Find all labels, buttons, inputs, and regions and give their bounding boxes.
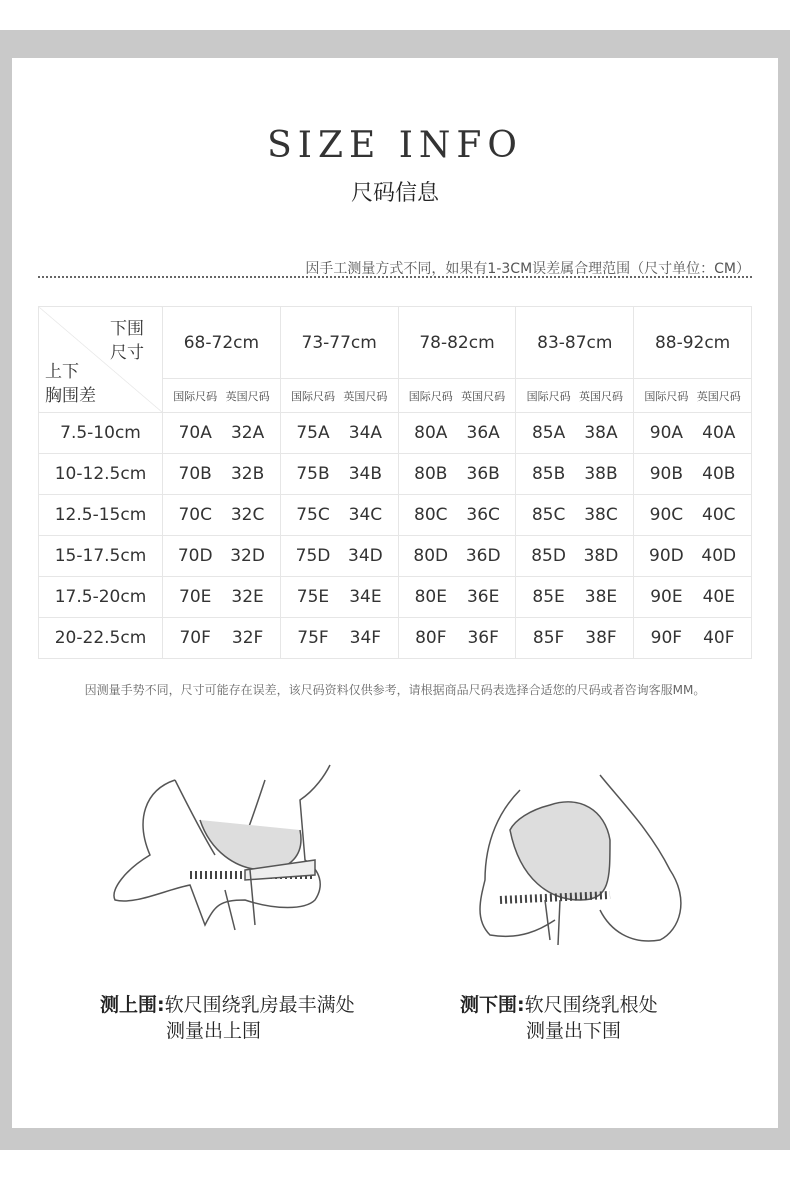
intl-size: 80E bbox=[414, 587, 447, 607]
under-bust-illustration bbox=[460, 760, 700, 970]
uk-size-label: 英国尺码 bbox=[461, 389, 506, 403]
corner-header bbox=[39, 307, 163, 413]
bust-difference: 20-22.5cm bbox=[39, 618, 163, 659]
caption-line: 软尺围绕乳根处 bbox=[524, 994, 658, 1016]
caption-label: 测上围: bbox=[100, 994, 165, 1016]
intl-size: 80C bbox=[414, 505, 448, 525]
size-cell bbox=[280, 577, 398, 618]
intl-size: 80F bbox=[415, 628, 447, 648]
underbust-header: 68-72cm bbox=[163, 307, 281, 379]
disclaimer-note: 因测量手势不同，尺寸可能存在误差，该尺码资料仅供参考，请根据商品尺码表选择合适您的尺码或者咨询客服MM。 bbox=[84, 683, 706, 697]
measurement-note: 因手工测量方式不同，如果有1-3CM误差属合理范围（尺寸单位：CM） bbox=[305, 261, 750, 277]
uk-size: 40A bbox=[702, 423, 736, 443]
size-cell bbox=[398, 618, 516, 659]
caption-under-bust bbox=[460, 992, 658, 1044]
bust-difference: 10-12.5cm bbox=[39, 454, 163, 495]
uk-size: 34E bbox=[349, 587, 382, 607]
table-row bbox=[39, 577, 752, 618]
intl-size: 70A bbox=[178, 423, 212, 443]
intl-size: 70E bbox=[179, 587, 212, 607]
page-title: SIZE INFO bbox=[267, 125, 523, 166]
caption-label: 测下围: bbox=[460, 994, 525, 1016]
intl-size: 85F bbox=[532, 628, 565, 648]
size-cell bbox=[398, 536, 516, 577]
underbust-header: 88-92cm bbox=[634, 307, 752, 379]
size-cell bbox=[163, 413, 281, 454]
size-cell bbox=[280, 495, 398, 536]
size-cell bbox=[634, 536, 752, 577]
intl-size: 75F bbox=[297, 628, 329, 648]
uk-size: 38A bbox=[584, 423, 618, 443]
uk-size: 36E bbox=[466, 587, 500, 607]
intl-size: 80B bbox=[414, 464, 448, 484]
bust-difference: 15-17.5cm bbox=[39, 536, 163, 577]
size-system-header bbox=[163, 379, 281, 413]
corner-bust-diff-label: 胸围差 bbox=[45, 386, 96, 406]
size-cell bbox=[634, 495, 752, 536]
uk-size: 34B bbox=[348, 464, 383, 484]
uk-size: 40C bbox=[702, 505, 736, 525]
intl-size: 85A bbox=[531, 423, 566, 443]
intl-size: 70D bbox=[177, 546, 213, 566]
size-cell bbox=[634, 454, 752, 495]
uk-size: 34D bbox=[348, 546, 383, 566]
uk-size-label: 英国尺码 bbox=[225, 389, 270, 403]
intl-size-label: 国际尺码 bbox=[173, 389, 218, 403]
size-system-header bbox=[516, 379, 634, 413]
uk-size: 32C bbox=[230, 505, 265, 525]
intl-size: 90A bbox=[649, 423, 684, 443]
uk-size-label: 英国尺码 bbox=[578, 389, 623, 403]
dotted-divider bbox=[38, 276, 752, 278]
underbust-header: 73-77cm bbox=[280, 307, 398, 379]
intl-size-label: 国际尺码 bbox=[644, 389, 689, 403]
uk-size: 34F bbox=[349, 628, 382, 648]
table-row bbox=[39, 495, 752, 536]
table-row bbox=[39, 618, 752, 659]
size-cell bbox=[280, 454, 398, 495]
bust-difference: 7.5-10cm bbox=[39, 413, 163, 454]
size-system-header bbox=[398, 379, 516, 413]
upper-bust-illustration bbox=[105, 760, 345, 970]
underbust-header: 78-82cm bbox=[398, 307, 516, 379]
uk-size: 38D bbox=[583, 546, 619, 566]
uk-size: 38B bbox=[584, 464, 618, 484]
intl-size-label: 国际尺码 bbox=[408, 389, 453, 403]
intl-size: 90E bbox=[650, 587, 683, 607]
uk-size: 36B bbox=[466, 464, 500, 484]
corner-underbust-label: 下围 bbox=[110, 319, 144, 339]
uk-size: 32D bbox=[230, 546, 265, 566]
intl-size: 75E bbox=[296, 587, 330, 607]
size-cell bbox=[163, 495, 281, 536]
intl-size: 85E bbox=[532, 587, 565, 607]
size-cell bbox=[163, 618, 281, 659]
caption-line: 测量出上围 bbox=[166, 1020, 262, 1042]
intl-size-label: 国际尺码 bbox=[526, 389, 571, 403]
uk-size: 40B bbox=[702, 464, 736, 484]
intl-size: 80D bbox=[413, 546, 449, 566]
uk-size: 40F bbox=[703, 628, 735, 648]
uk-size: 40D bbox=[701, 546, 737, 566]
size-cell bbox=[634, 577, 752, 618]
caption-line: 软尺围绕乳房最丰满处 bbox=[164, 994, 355, 1016]
size-cell bbox=[634, 618, 752, 659]
intl-size: 70F bbox=[179, 628, 211, 648]
uk-size: 36F bbox=[467, 628, 499, 648]
intl-size: 85B bbox=[531, 464, 566, 484]
intl-size: 85C bbox=[531, 505, 566, 525]
uk-size: 32E bbox=[231, 587, 264, 607]
intl-size: 90D bbox=[649, 546, 684, 566]
size-cell bbox=[398, 413, 516, 454]
uk-size: 32F bbox=[231, 628, 264, 648]
uk-size-label: 英国尺码 bbox=[696, 389, 741, 403]
table-row bbox=[39, 536, 752, 577]
intl-size-label: 国际尺码 bbox=[290, 389, 335, 403]
uk-size: 36A bbox=[466, 423, 500, 443]
uk-size: 34A bbox=[348, 423, 383, 443]
size-cell bbox=[280, 413, 398, 454]
size-cell bbox=[634, 413, 752, 454]
size-cell bbox=[398, 495, 516, 536]
intl-size: 80A bbox=[414, 423, 448, 443]
uk-size: 36C bbox=[466, 505, 500, 525]
intl-size: 90B bbox=[649, 464, 684, 484]
size-cell bbox=[516, 413, 634, 454]
size-cell bbox=[163, 454, 281, 495]
intl-size: 85D bbox=[531, 546, 566, 566]
uk-size: 40E bbox=[702, 587, 735, 607]
page-subtitle: 尺码信息 bbox=[350, 181, 439, 206]
corner-diff-label: 上下 bbox=[45, 362, 79, 382]
uk-size: 38C bbox=[584, 505, 618, 525]
size-cell bbox=[398, 577, 516, 618]
intl-size: 90F bbox=[650, 628, 683, 648]
size-cell bbox=[516, 454, 634, 495]
size-cell bbox=[516, 536, 634, 577]
uk-size-label: 英国尺码 bbox=[343, 389, 388, 403]
intl-size: 70B bbox=[178, 464, 212, 484]
intl-size: 75D bbox=[295, 546, 331, 566]
intl-size: 90C bbox=[649, 505, 684, 525]
caption-line: 测量出下围 bbox=[526, 1020, 622, 1042]
size-system-header bbox=[634, 379, 752, 413]
bust-difference: 12.5-15cm bbox=[39, 495, 163, 536]
uk-size: 38F bbox=[585, 628, 617, 648]
size-cell bbox=[163, 536, 281, 577]
caption-upper-bust bbox=[100, 992, 355, 1044]
size-cell bbox=[398, 454, 516, 495]
size-table bbox=[38, 306, 752, 659]
size-cell bbox=[516, 495, 634, 536]
uk-size: 36D bbox=[465, 546, 501, 566]
bust-difference: 17.5-20cm bbox=[39, 577, 163, 618]
uk-size: 34C bbox=[348, 505, 383, 525]
uk-size: 32A bbox=[230, 423, 265, 443]
size-cell bbox=[280, 536, 398, 577]
size-cell bbox=[516, 577, 634, 618]
uk-size: 38E bbox=[584, 587, 618, 607]
size-cell bbox=[280, 618, 398, 659]
intl-size: 70C bbox=[178, 505, 212, 525]
size-cell bbox=[163, 577, 281, 618]
size-cell bbox=[516, 618, 634, 659]
table-row bbox=[39, 413, 752, 454]
intl-size: 75B bbox=[296, 464, 330, 484]
intl-size: 75C bbox=[296, 505, 330, 525]
size-system-header bbox=[280, 379, 398, 413]
corner-size-label: 尺寸 bbox=[110, 343, 144, 363]
uk-size: 32B bbox=[230, 464, 265, 484]
underbust-header: 83-87cm bbox=[516, 307, 634, 379]
table-row bbox=[39, 454, 752, 495]
intl-size: 75A bbox=[296, 423, 330, 443]
